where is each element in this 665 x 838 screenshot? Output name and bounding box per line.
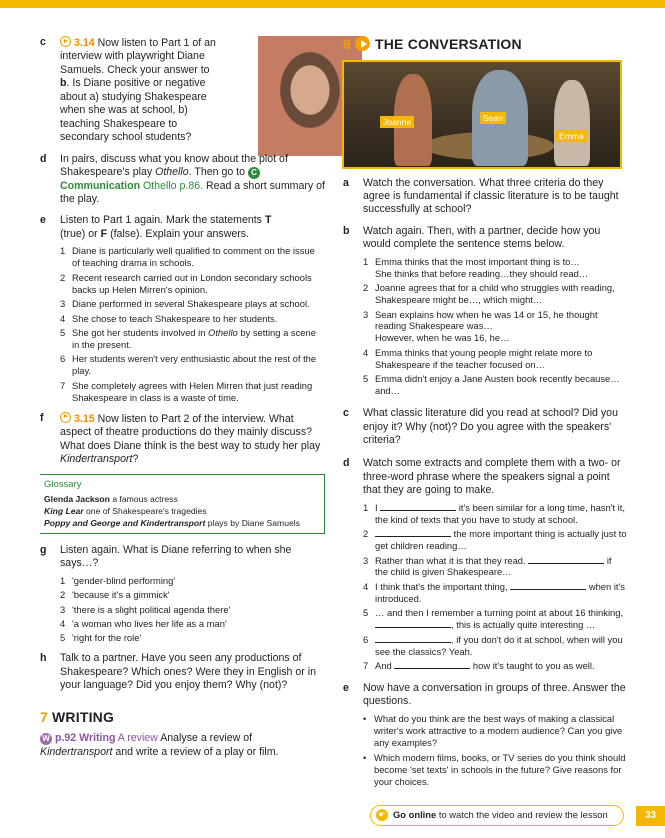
question-list bbox=[363, 713, 627, 788]
quote-text: 'gender-blind performing' bbox=[72, 574, 176, 586]
statement-text: Her students weren't very enthusiastic about the rest of the play. bbox=[72, 353, 317, 377]
name-tag-sean: Sean bbox=[480, 112, 506, 125]
answer-blank[interactable] bbox=[380, 503, 456, 511]
quote-item bbox=[60, 589, 325, 601]
exercise-e-right bbox=[343, 682, 627, 788]
item-number: 2 bbox=[60, 271, 66, 283]
statement-text: She chose to teach Shakespeare to her students. bbox=[72, 312, 278, 324]
quote-text: 'right for the role' bbox=[72, 632, 142, 644]
item-number: 1 bbox=[60, 245, 66, 257]
answer-blank[interactable] bbox=[394, 661, 470, 669]
extract-item bbox=[363, 660, 627, 672]
stem-text: She thinks that before reading…they should read… bbox=[375, 267, 589, 279]
exercise-text: Watch some extracts and complete them with a two- or three-word phrase where the speakers signal a point that they are going to make. bbox=[363, 457, 621, 497]
extract-text: Rather than what it is that they read. bbox=[375, 554, 526, 566]
exercise-text: In pairs, discuss what you know about the plot of Shakespeare's play bbox=[60, 152, 288, 179]
writing-heading bbox=[40, 709, 325, 727]
answer-blank[interactable] bbox=[375, 620, 451, 628]
extract-text: I bbox=[375, 501, 378, 513]
audio-icon[interactable] bbox=[60, 412, 71, 423]
question-item: • Which modern films, books, or TV series do you think should become 'set texts' in schools in the future? Give reasons for your choices. bbox=[363, 752, 627, 788]
item-number: 4 bbox=[363, 580, 369, 592]
extract-text: And bbox=[375, 660, 392, 672]
answer-blank[interactable] bbox=[375, 635, 451, 643]
quote-item bbox=[60, 618, 325, 630]
statement-item bbox=[60, 298, 325, 310]
section-title: WRITING bbox=[52, 708, 115, 725]
answer-blank[interactable] bbox=[375, 529, 451, 537]
question-item: • What do you think are the best ways of making a classical writer's work attractive to a modern audience? Can you give any examples? bbox=[363, 713, 627, 749]
writing-task bbox=[40, 732, 325, 759]
exercise-text: Now listen to Part 1 of an interview with playwright Diane Samuels. Check your answer to bbox=[60, 37, 216, 76]
extract-text: how it's taught to you as well. bbox=[472, 660, 595, 672]
exercise-text: Watch the conversation. What three criteria do they agree is fundamental if classic literature is to be taught successfully at school? bbox=[363, 176, 619, 216]
exercise-letter: e bbox=[343, 681, 349, 694]
glossary-entry bbox=[44, 505, 318, 517]
quote-list bbox=[60, 575, 325, 645]
audio-track-number[interactable]: 3.15 bbox=[74, 412, 95, 425]
item-number: 2 bbox=[60, 589, 66, 601]
top-accent-bar bbox=[0, 0, 665, 8]
exercise-a-right bbox=[343, 177, 627, 217]
go-online-button[interactable] bbox=[370, 805, 624, 826]
extract-item bbox=[363, 555, 627, 579]
exercise-text: Listen to Part 1 again. Mark the statements bbox=[60, 214, 262, 227]
answer-blank[interactable] bbox=[510, 582, 586, 590]
statement-item bbox=[60, 353, 325, 377]
quote-text: 'a woman who lives her life as a man' bbox=[72, 618, 227, 630]
glossary-term: Glenda Jackson bbox=[44, 493, 110, 504]
statement-text: She got her students involved in bbox=[72, 326, 206, 338]
glossary-entry bbox=[44, 493, 318, 505]
item-number: 7 bbox=[60, 379, 66, 391]
item-number: 3 bbox=[363, 308, 369, 320]
stem-text: Sean explains how when he was 14 or 15, he thought reading Shakespeare was… bbox=[375, 308, 598, 332]
go-online-text: to watch the video and review the lesson bbox=[438, 809, 608, 820]
play-title: Othello bbox=[208, 326, 238, 338]
exercise-letter: c bbox=[40, 36, 46, 48]
exercise-text: (false). Explain your answers. bbox=[110, 227, 250, 240]
glossary-def: a famous actress bbox=[112, 493, 178, 504]
stem-text: However, when he was 16, he… bbox=[375, 332, 510, 344]
extract-list bbox=[363, 502, 627, 672]
exercise-text: What classic literature did you read at school? Did you enjoy it? Why (not)? Do you agree with the speakers' criteria? bbox=[363, 407, 618, 446]
writing-link-sub[interactable]: A review bbox=[117, 732, 158, 745]
exercise-f-left bbox=[40, 412, 325, 467]
extract-item bbox=[363, 581, 627, 605]
item-number: 1 bbox=[363, 255, 369, 267]
quote-item bbox=[60, 604, 325, 616]
section-number: 7 bbox=[40, 708, 48, 725]
audio-icon[interactable] bbox=[60, 36, 71, 47]
stem-text: Emma thinks that young people might relate more to Shakespeare if the teacher focused on… bbox=[375, 346, 593, 370]
stem-text: Joanne agrees that for a child who struggles with reading, Shakespeare might be…, which might… bbox=[375, 282, 615, 306]
extract-text: when it's introduced. bbox=[375, 580, 625, 604]
exercise-text: (true) or bbox=[60, 227, 98, 240]
stem-item bbox=[363, 373, 627, 397]
item-number: 3 bbox=[60, 298, 66, 310]
false-label: F bbox=[100, 227, 108, 240]
exercise-h-left bbox=[40, 652, 325, 692]
exercise-d-left bbox=[40, 153, 325, 207]
exercise-text: Read a short summary of the play. bbox=[60, 179, 325, 205]
glossary-title: Glossary bbox=[44, 479, 82, 491]
exercise-letter: e bbox=[40, 214, 46, 227]
writing-icon: W bbox=[40, 733, 52, 745]
exercise-text: Now listen to Part 2 of the interview. What aspect of theatre productions do they mainly discuss? What does Diane think is the best way to study her play bbox=[60, 412, 321, 452]
writing-text: and write a review of a play or film. bbox=[115, 745, 279, 758]
play-title: Kindertransport bbox=[60, 452, 133, 465]
item-number: 2 bbox=[363, 528, 369, 540]
page-number: 33 bbox=[636, 806, 665, 826]
glossary-def: one of Shakespeare's tragedies bbox=[86, 505, 207, 516]
item-number: 3 bbox=[363, 554, 369, 566]
exercise-letter: h bbox=[40, 652, 47, 665]
exercise-text: . Is Diane positive or negative about a) studying Shakespeare when she was at school, b) teaching Shakespeare to secondary school students? bbox=[60, 77, 207, 144]
item-number: 7 bbox=[363, 660, 369, 672]
exercise-b-right bbox=[343, 225, 627, 397]
exercise-d-right bbox=[343, 457, 627, 672]
glossary-term: King Lear bbox=[44, 505, 84, 516]
item-number: 3 bbox=[60, 603, 66, 615]
true-label: T bbox=[264, 214, 272, 227]
extract-text: … and then I remember a turning point at about 16 thinking, bbox=[375, 607, 624, 619]
item-number: 5 bbox=[60, 326, 66, 338]
item-number: 4 bbox=[363, 346, 369, 358]
audio-track-number[interactable]: 3.14 bbox=[74, 37, 95, 49]
extract-text: , if you don't do it at school, when will you see the classics? Yeah. bbox=[375, 633, 623, 657]
extract-item bbox=[363, 502, 627, 526]
exercise-letter: g bbox=[40, 543, 47, 556]
quote-item bbox=[60, 575, 325, 587]
right-column bbox=[343, 36, 627, 796]
section-title: THE CONVERSATION bbox=[375, 36, 522, 52]
glossary-entry bbox=[44, 517, 318, 529]
item-number: 4 bbox=[60, 618, 66, 630]
item-number: 2 bbox=[363, 282, 369, 294]
statement-item bbox=[60, 245, 325, 269]
stem-item bbox=[363, 282, 627, 306]
exercise-letter: b bbox=[343, 224, 350, 237]
communication-icon: C bbox=[248, 167, 260, 179]
go-online-label: Go online bbox=[393, 809, 437, 820]
quote-text: 'there is a slight political agenda there' bbox=[72, 603, 231, 615]
pointer-icon: ☛ bbox=[376, 809, 388, 821]
play-title: Kindertransport bbox=[40, 745, 113, 758]
statement-list bbox=[60, 245, 325, 403]
exercise-text: Listen again. What is Diane referring to when she says…? bbox=[60, 543, 292, 570]
item-number: 5 bbox=[363, 607, 369, 619]
extract-item bbox=[363, 528, 627, 552]
exercise-text: Talk to a partner. Have you seen any productions of Shakespeare? Which ones? Were they in English or in your language? Did you enjoy them? Why (not)? bbox=[60, 652, 316, 692]
stem-text: Emma didn't enjoy a Jane Austen book recently because…and… bbox=[375, 373, 620, 397]
exercise-letter: d bbox=[343, 457, 350, 470]
quote-text: 'because it's a gimmick' bbox=[72, 589, 170, 601]
conversation-heading bbox=[343, 36, 627, 54]
exercise-c-right bbox=[343, 407, 627, 447]
communication-ref[interactable]: Othello p.86. bbox=[143, 179, 204, 192]
writing-text: Analyse a review of bbox=[160, 732, 253, 745]
exercise-text: ? bbox=[132, 452, 139, 465]
statement-item bbox=[60, 272, 325, 296]
stem-text: Emma thinks that the most important thing is to… bbox=[375, 255, 580, 267]
extract-text: it's been similar for a long time, hasn't it, the kind of texts that you have to study at school. bbox=[375, 501, 625, 525]
statement-text: by setting a scene in the present. bbox=[72, 326, 316, 350]
exercise-g-left bbox=[40, 544, 325, 645]
stem-list bbox=[363, 256, 627, 397]
answer-blank[interactable] bbox=[528, 556, 604, 564]
play-title: Othello bbox=[155, 166, 189, 179]
exercise-letter: c bbox=[343, 407, 349, 420]
extract-item bbox=[363, 634, 627, 658]
exercise-letter: a bbox=[343, 176, 349, 189]
item-number: 6 bbox=[363, 633, 369, 645]
play-icon[interactable] bbox=[355, 36, 370, 51]
item-number: 1 bbox=[363, 501, 369, 513]
stem-item bbox=[363, 256, 627, 280]
statement-item bbox=[60, 327, 325, 351]
stem-item bbox=[363, 347, 627, 371]
conversation-video[interactable] bbox=[342, 60, 622, 169]
communication-link[interactable]: Communication bbox=[60, 179, 141, 192]
statement-text: Recent research carried out in London secondary schools backs up Helen Mirren's opinion. bbox=[72, 271, 312, 295]
writing-link[interactable]: p.92 Writing bbox=[55, 732, 116, 745]
section-number: 8 bbox=[343, 36, 351, 52]
stem-item bbox=[363, 309, 627, 345]
glossary-def: plays by Diane Samuels bbox=[207, 517, 300, 528]
statement-text: Diane is particularly well qualified to comment on the issue of teaching drama in schools. bbox=[72, 245, 315, 269]
exercise-text: Now have a conversation in groups of three. Answer the questions. bbox=[363, 681, 626, 708]
glossary-term: Poppy and George and Kindertransport bbox=[44, 517, 206, 528]
quote-item bbox=[60, 632, 325, 644]
item-number: 6 bbox=[60, 353, 66, 365]
statement-text: Diane performed in several Shakespeare plays at school. bbox=[72, 298, 310, 310]
statement-item bbox=[60, 380, 325, 404]
exercise-text: . Then go to bbox=[188, 166, 246, 179]
name-tag-joanne: Joanne bbox=[380, 116, 414, 129]
video-person-emma bbox=[554, 80, 590, 166]
statement-text: She completely agrees with Helen Mirren that just reading Shakespeare in class is a waste of time. bbox=[72, 379, 313, 403]
glossary-box bbox=[40, 474, 325, 533]
extract-text: , this is actually quite interesting … bbox=[451, 619, 596, 631]
exercise-ref: b bbox=[60, 77, 67, 90]
item-number: 5 bbox=[363, 373, 369, 385]
extract-item bbox=[363, 607, 627, 631]
extract-text: if the child is given Shakespeare… bbox=[375, 554, 612, 578]
statement-item bbox=[60, 313, 325, 325]
exercise-text: Watch again. Then, with a partner, decide how you would complete the sentence stems below. bbox=[363, 224, 601, 251]
exercise-e-left bbox=[40, 214, 325, 403]
name-tag-emma: Emma bbox=[556, 130, 587, 143]
exercise-c-left bbox=[40, 36, 220, 145]
extract-text: I think that's the important thing, bbox=[375, 580, 508, 592]
extract-text: the more important thing is actually just to get children reading… bbox=[375, 528, 627, 552]
left-column bbox=[40, 36, 325, 759]
item-number: 5 bbox=[60, 632, 66, 644]
exercise-letter: f bbox=[40, 411, 44, 424]
item-number: 4 bbox=[60, 312, 66, 324]
exercise-letter: d bbox=[40, 152, 47, 165]
item-number: 1 bbox=[60, 574, 66, 586]
